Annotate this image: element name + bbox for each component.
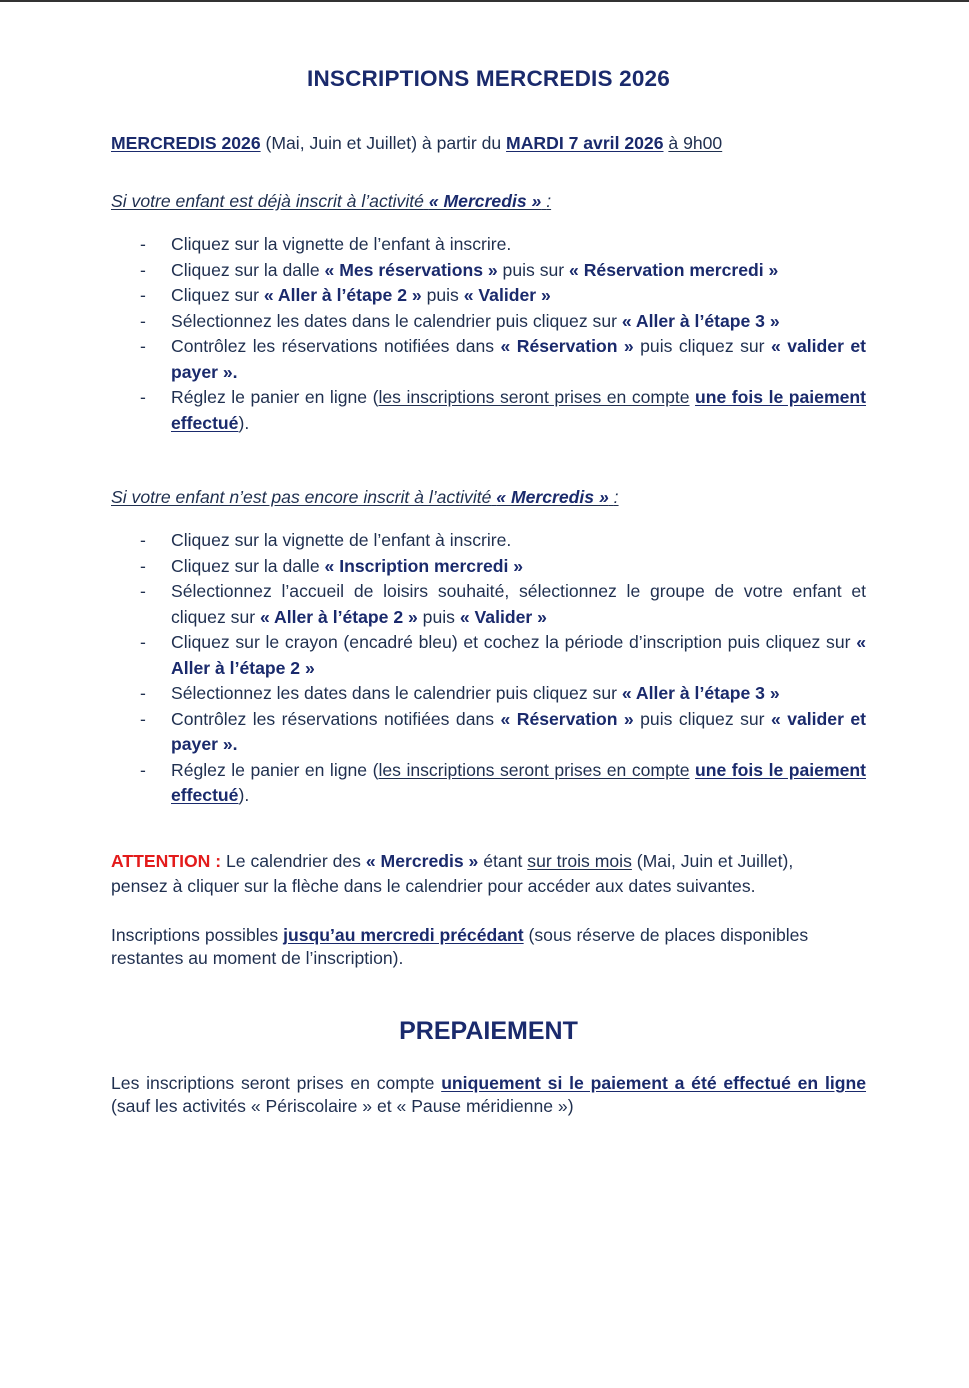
prepaiement-text: (sauf les activités « Périscolaire » et « Pause méridienne ») [111, 1096, 574, 1116]
step-text: puis cliquez sur [640, 336, 765, 356]
section1-heading-activity: « Mercredis » [428, 191, 542, 211]
section2-heading-end: : [613, 487, 619, 507]
list-item [111, 283, 866, 309]
step-text: Cliquez sur la dalle [171, 259, 320, 280]
page-title: INSCRIPTIONS MERCREDIS 2026 [307, 66, 670, 91]
step-text: Cliquez sur [171, 285, 260, 305]
dash-bullet: - [140, 234, 146, 254]
attention-text-last: pensez à cliquer sur la flèche dans le calendrier pour accéder aux dates suivantes. [111, 876, 756, 896]
intro-label: MERCREDIS 2026 [111, 133, 261, 153]
step-text: ). [238, 412, 250, 433]
step-text: Contrôlez les réservations notifiées dans [171, 708, 495, 729]
attention-text: étant [483, 851, 523, 871]
step-text: Contrôlez les réservations notifiées dans [171, 336, 495, 356]
step-text: puis sur [502, 259, 565, 280]
step-bold: « Réservation » [500, 708, 634, 729]
deadline-text: Inscriptions possibles [111, 925, 279, 945]
dash-bullet: - [140, 336, 146, 356]
section1-steps [111, 232, 866, 436]
intro-months: (Mai, Juin et Juillet) à partir du [265, 133, 502, 153]
prepaiement-heading: PREPAIEMENT [399, 1017, 578, 1045]
section2-heading [111, 485, 619, 510]
step-bold: « Aller à l’étape 3 » [621, 310, 780, 331]
section2-heading-activity: « Mercredis » [496, 487, 609, 507]
step-text: Sélectionnez les dates dans le calendrier puis cliquez sur [171, 683, 617, 703]
step-text: Réglez le panier en ligne ( [171, 387, 379, 407]
list-item [111, 630, 866, 681]
intro-time: à 9h00 [668, 133, 723, 153]
prepaiement-text: Les inscriptions seront prises en compte [111, 1073, 435, 1093]
step-text: Cliquez sur la vignette de l’enfant à inscrire. [171, 234, 512, 254]
deadline-bold: jusqu’au mercredi précédant [283, 925, 524, 945]
section1-heading [111, 189, 551, 214]
step-bold: « Valider » [459, 606, 547, 627]
list-item [111, 554, 866, 580]
step-text: Cliquez sur la dalle [171, 555, 320, 576]
step-bold: « Mes réservations » [324, 259, 498, 280]
section2-heading-start: Si votre enfant n’est pas encore inscrit à l’activité [111, 487, 492, 507]
step-text: puis [426, 285, 459, 305]
step-underlined: les inscriptions seront prises en compte [378, 387, 690, 407]
list-item [111, 232, 866, 258]
attention-paragraph [111, 849, 866, 899]
step-bold: « Aller à l’étape 2 » [260, 606, 418, 627]
list-item [111, 681, 866, 707]
section1-heading-start: Si votre enfant est déjà inscrit à l’activité [111, 191, 424, 211]
step-bold: « Réservation mercredi » [569, 259, 779, 280]
step-bold: « Aller à l’étape 2 » [263, 285, 422, 305]
step-text: Réglez le panier en ligne ( [171, 759, 379, 780]
prepaiement-paragraph [111, 1072, 866, 1118]
attention-bold: « Mercredis » [365, 851, 479, 871]
dash-bullet: - [140, 708, 146, 729]
intro-date: MARDI 7 avril 2026 [506, 133, 664, 153]
top-border-line [0, 0, 969, 2]
dash-bullet: - [140, 759, 146, 780]
step-text: Sélectionnez les dates dans le calendrier puis cliquez sur [171, 310, 617, 331]
deadline-text: (sous réserve de places disponibles [528, 925, 809, 945]
dash-bullet: - [140, 632, 146, 652]
list-item [111, 334, 866, 385]
step-bold: « valider et payer ». [171, 708, 867, 754]
dash-bullet: - [140, 387, 146, 407]
section1-heading-end: : [546, 191, 552, 211]
step-bold: « Aller à l’étape 3 » [621, 683, 780, 703]
dash-bullet: - [140, 310, 146, 331]
dash-bullet: - [140, 285, 146, 305]
step-text: Cliquez sur le crayon (encadré bleu) et cochez la période d’inscription puis cliquez sur [171, 632, 851, 652]
dash-bullet: - [140, 683, 146, 703]
section2-steps [111, 528, 866, 809]
step-bold: une fois le paiement effectué [171, 759, 866, 805]
list-item [111, 258, 866, 284]
step-bold: « Valider » [463, 285, 551, 305]
step-text: Cliquez sur la vignette de l’enfant à inscrire. [171, 530, 512, 550]
list-item [111, 385, 866, 436]
step-text: ). [238, 785, 250, 805]
step-bold: « Inscription mercredi » [324, 555, 524, 576]
attention-text: (Mai, Juin et Juillet), [636, 851, 794, 871]
step-text: Sélectionnez l’accueil de loisirs souhaité, sélectionnez le groupe de votre enfant et cliquez sur [171, 581, 866, 627]
deadline-text-last: restantes au moment de l’inscription). [111, 948, 404, 968]
step-underlined: les inscriptions seront prises en compte [378, 759, 690, 780]
attention-underlined: sur trois mois [527, 851, 632, 871]
list-item [111, 528, 866, 554]
step-text: puis [422, 606, 455, 627]
dash-bullet: - [140, 555, 146, 576]
list-item [111, 707, 866, 758]
step-bold: « valider et payer ». [171, 336, 867, 382]
step-bold: « Aller à l’étape 2 » [171, 632, 866, 678]
attention-text: Le calendrier des [226, 851, 361, 871]
dash-bullet: - [140, 530, 146, 550]
step-bold: une fois le paiement effectué [171, 387, 866, 433]
list-item [111, 309, 866, 335]
list-item [111, 579, 866, 630]
step-bold: « Réservation » [500, 336, 634, 356]
dash-bullet: - [140, 581, 146, 601]
intro-line [111, 131, 722, 156]
list-item [111, 758, 866, 809]
deadline-paragraph [111, 924, 866, 970]
step-text: puis cliquez sur [640, 708, 765, 729]
prepaiement-bold: uniquement si le paiement a été effectué en ligne [441, 1073, 867, 1093]
attention-label: ATTENTION : [111, 851, 222, 871]
dash-bullet: - [140, 259, 146, 280]
